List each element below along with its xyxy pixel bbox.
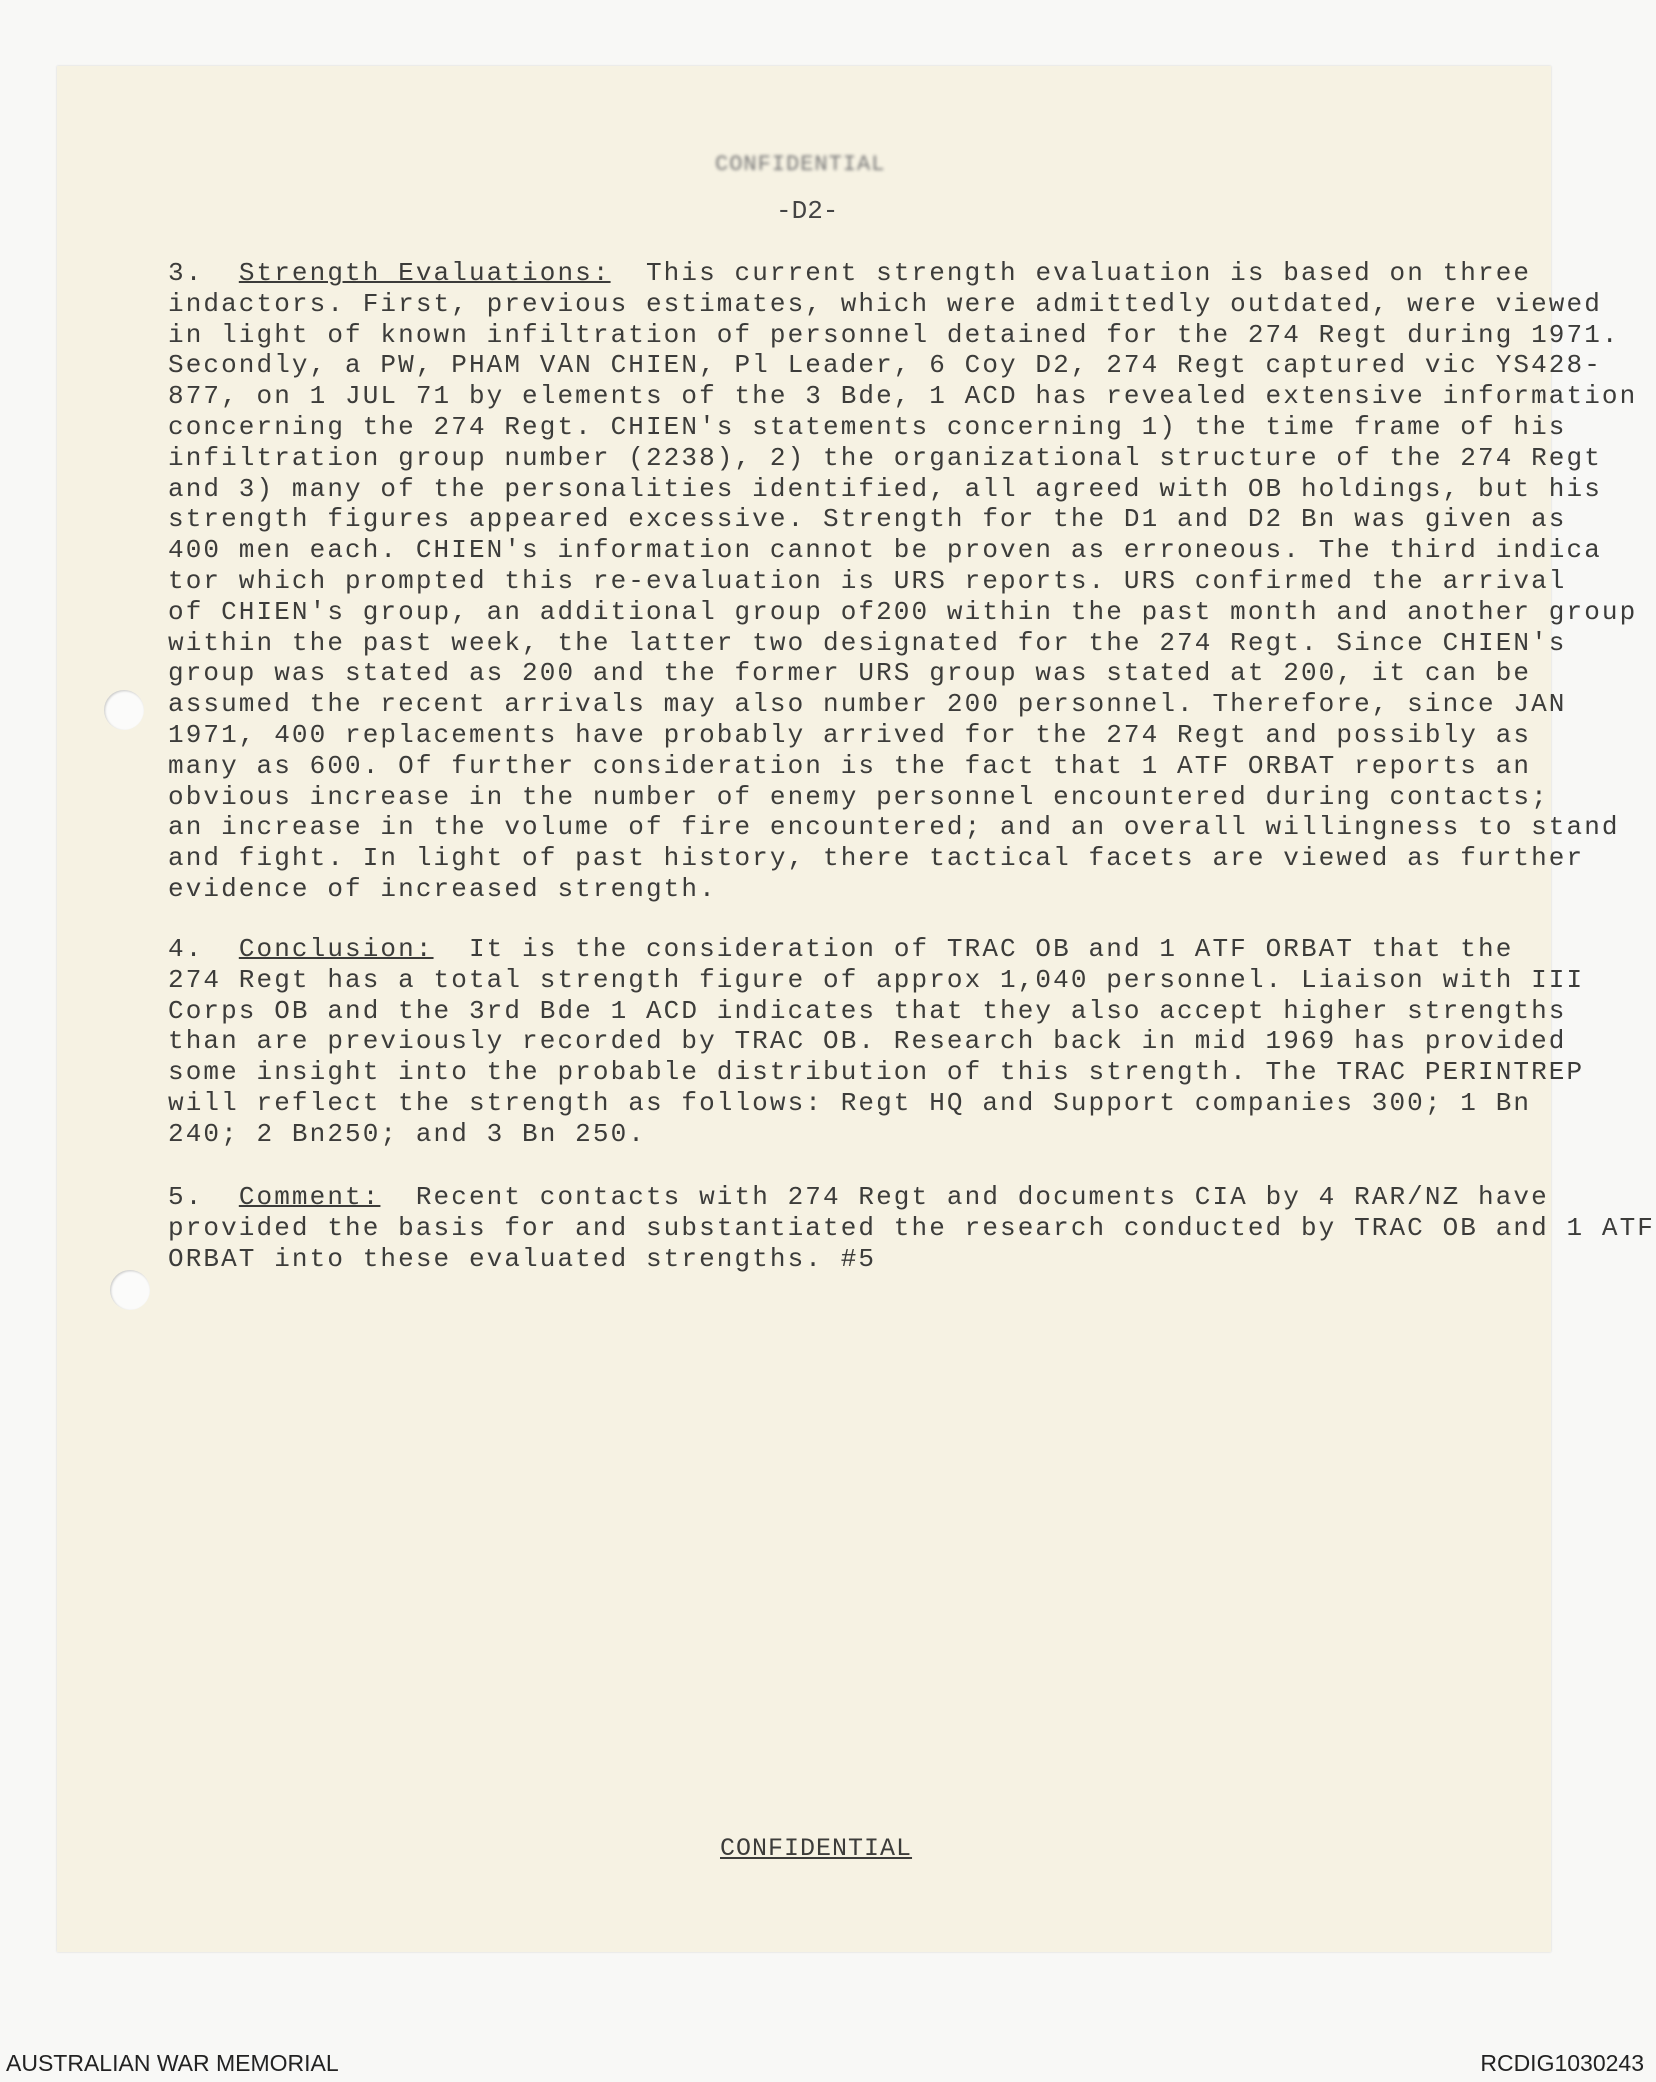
paragraph-text-line: than are previously recorded by TRAC OB. Research back in mid 1969 has provided (168, 1026, 1567, 1057)
paragraph-text-line: many as 600. Of further consideration is the fact that 1 ATF ORBAT reports an (168, 750, 1532, 781)
paragraph-text-line: some insight into the probable distribution of this strength. The TRAC PERINTREP (168, 1057, 1585, 1088)
classification-footer: CONFIDENTIAL (720, 1834, 913, 1863)
paragraph-heading: Comment: (238, 1182, 381, 1212)
paragraph-text-line: will reflect the strength as follows: Regt HQ and Support companies 300; 1 Bn (168, 1088, 1532, 1118)
paragraph-heading: Conclusion: (238, 934, 434, 964)
page-number: -D2- (776, 196, 839, 226)
paragraph-text-line: and 3) many of the personalities identified, all agreed with OB holdings, but his (168, 473, 1602, 504)
paragraph-text-line: 877, on 1 JUL 71 by elements of the 3 Bde, 1 ACD has revealed extensive information (168, 381, 1638, 412)
paragraph-number: 4. (168, 934, 204, 964)
footer-institution: AUSTRALIAN WAR MEMORIAL (6, 2050, 339, 2076)
paragraph-text-line: 1971, 400 replacements have probably arrived for the 274 Regt and possibly as (168, 720, 1532, 750)
paragraph-4-line (168, 934, 1513, 964)
paragraph-text-line: group was stated as 200 and the former URS group was stated at 200, it can be (168, 658, 1532, 689)
paragraph-heading: Strength Evaluations: (238, 258, 611, 288)
paragraph-text-line: indactors. First, previous estimates, which were admittedly outdated, were viewed (168, 288, 1602, 319)
paragraph-text-line: strength figures appeared excessive. Strength for the D1 and D2 Bn was given as (168, 504, 1567, 535)
paragraph-text: It is the consideration of TRAC OB and 1 ATF ORBAT that the (433, 934, 1514, 964)
paragraph-text-line: evidence of increased strength. (168, 874, 717, 904)
paragraph-3-line (168, 258, 1531, 288)
paragraph-text-line: concerning the 274 Regt. CHIEN's statements concerning 1) the time frame of his (168, 412, 1567, 442)
punch-hole (104, 690, 144, 730)
punch-hole (110, 1270, 150, 1310)
paragraph-text-line: and fight. In light of past history, there tactical facets are viewed as further (168, 843, 1585, 874)
paragraph-number: 5. (168, 1182, 204, 1212)
paragraph-text-line: 400 men each. CHIEN's information cannot be proven as erroneous. The third indica (168, 535, 1602, 566)
paragraph-text-line: provided the basis for and substantiated the research conducted by TRAC OB and 1 ATF (168, 1212, 1656, 1243)
paragraph-text-line: 240; 2 Bn250; and 3 Bn 250. (168, 1118, 646, 1149)
paragraph-text-line: an increase in the volume of fire encountered; and an overall willingness to stand (168, 812, 1620, 843)
footer-record-id: RCDIG1030243 (1480, 2050, 1644, 2076)
paragraph-text-line: of CHIEN's group, an additional group of200 within the past month and another group (168, 596, 1638, 627)
paragraph-number: 3. (168, 258, 204, 288)
paragraph-text-line: tor which prompted this re-evaluation is URS reports. URS confirmed the arrival (168, 566, 1567, 596)
paragraph-text-line: infiltration group number (2238), 2) the organizational structure of the 274 Regt (168, 442, 1602, 473)
paragraph-text: Recent contacts with 274 Regt and documents CIA by 4 RAR/NZ have (380, 1182, 1549, 1212)
paragraph-text-line: in light of known infiltration of personnel detained for the 274 Regt during 1971. (168, 319, 1620, 350)
paragraph-text-line: ORBAT into these evaluated strengths. #5 (168, 1243, 877, 1274)
paragraph-text-line: within the past week, the latter two designated for the 274 Regt. Since CHIEN's (168, 627, 1567, 658)
paragraph-text-line: Corps OB and the 3rd Bde 1 ACD indicates that they also accept higher strengths (168, 995, 1567, 1026)
paragraph-5-line (168, 1182, 1549, 1212)
paragraph-text-line: assumed the recent arrivals may also number 200 personnel. Therefore, since JAN (168, 689, 1567, 720)
paragraph-text-line: Secondly, a PW, PHAM VAN CHIEN, Pl Leader, 6 Coy D2, 274 Regt captured vic YS428- (168, 350, 1602, 381)
paragraph-text-line: 274 Regt has a total strength figure of approx 1,040 personnel. Liaison with III (168, 964, 1585, 995)
paragraph-text: This current strength evaluation is based on three (610, 258, 1532, 288)
classification-stamp-top: CONFIDENTIAL (715, 152, 886, 177)
paragraph-text-line: obvious increase in the number of enemy personnel encountered during contacts; (168, 781, 1549, 812)
